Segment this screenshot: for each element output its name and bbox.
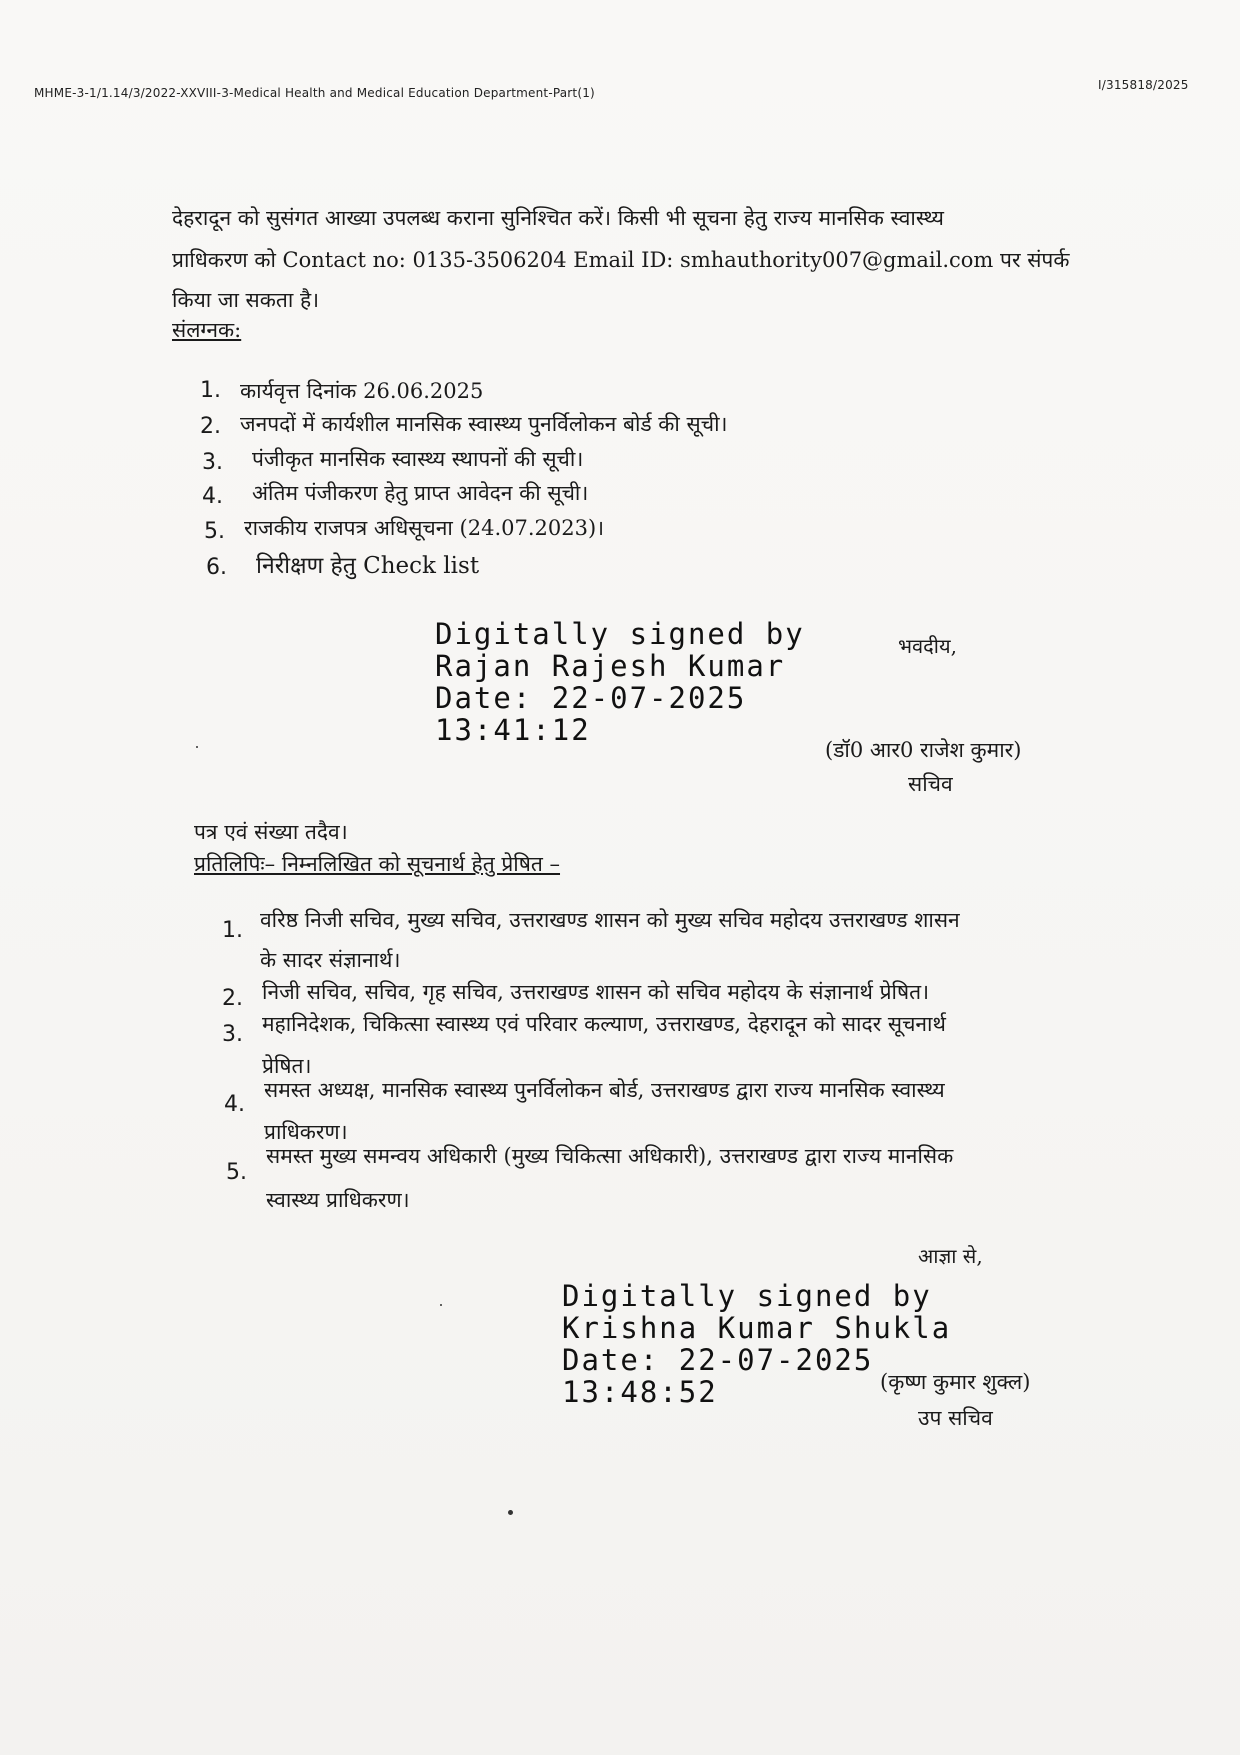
signatory-name: (कृष्ण कुमार शुक्ल)	[880, 1370, 1031, 1394]
enclosure-item: पंजीकृत मानसिक स्वास्थ्य स्थापनों की सूची।	[252, 447, 584, 471]
copy-item-line: निजी सचिव, सचिव, गृह सचिव, उत्तराखण्ड शासन को सचिव महोदय के संज्ञानार्थ प्रेषित।	[262, 980, 930, 1004]
paragraph-line: किया जा सकता है।	[172, 288, 320, 312]
signature-label: Digitally signed by	[562, 1279, 932, 1313]
reference-line: पत्र एवं संख्या तदैव।	[194, 820, 348, 844]
copy-item-line: स्वास्थ्य प्राधिकरण।	[266, 1188, 410, 1212]
paragraph-line: देहरादून को सुसंगत आख्या उपलब्ध कराना सुनिश्चित करें। किसी भी सूचना हेतु राज्य मानसिक स्वास्थ्य	[172, 206, 944, 230]
document-number: I/315818/2025	[1098, 78, 1189, 92]
signature-time: 13:41:12	[435, 713, 591, 747]
enclosures-heading: संलग्नक:	[172, 318, 242, 342]
enclosure-number: 4.	[202, 484, 223, 509]
signatory-name: (डॉ0 आर0 राजेश कुमार)	[825, 738, 1022, 762]
copy-heading: प्रतिलिपिः– निम्नलिखित को सूचनार्थ हेतु प्रेषित –	[194, 852, 561, 876]
signature-date: Date: 22-07-2025	[562, 1343, 874, 1377]
copy-number: 3.	[222, 1022, 243, 1047]
enclosure-item: कार्यवृत्त दिनांक 26.06.2025	[240, 379, 484, 403]
signature-date: Date: 22-07-2025	[435, 681, 747, 715]
enclosure-number: 5.	[204, 519, 225, 544]
closing-salutation: भवदीय,	[898, 634, 957, 658]
paragraph-line: प्राधिकरण को Contact no: 0135-3506204 Email ID: smhauthority007@gmail.com पर संपर्क	[172, 248, 1070, 272]
digital-signature-block	[435, 618, 805, 746]
copy-item-line: समस्त मुख्य समन्वय अधिकारी (मुख्य चिकित्सा अधिकारी), उत्तराखण्ड द्वारा राज्य मानसिक	[266, 1144, 954, 1168]
signer-name: Krishna Kumar Shukla	[562, 1311, 952, 1345]
copy-item-line: प्रेषित।	[262, 1054, 312, 1078]
signature-time: 13:48:52	[562, 1375, 718, 1409]
copy-item-line: वरिष्ठ निजी सचिव, मुख्य सचिव, उत्तराखण्ड शासन को मुख्य सचिव महोदय उत्तराखण्ड शासन	[260, 908, 960, 932]
closing-salutation: आज्ञा से,	[918, 1244, 983, 1268]
copy-item-line: प्राधिकरण।	[264, 1120, 348, 1144]
signatory-designation: सचिव	[908, 772, 953, 796]
enclosure-item: जनपदों में कार्यशील मानसिक स्वास्थ्य पुनर्विलोकन बोर्ड की सूची।	[240, 412, 728, 436]
enclosure-item: अंतिम पंजीकरण हेतु प्राप्त आवेदन की सूची।	[252, 481, 589, 505]
scan-speck	[508, 1510, 513, 1515]
enclosure-number: 6.	[206, 555, 227, 580]
copy-item-line: समस्त अध्यक्ष, मानसिक स्वास्थ्य पुनर्विलोकन बोर्ड, उत्तराखण्ड द्वारा राज्य मानसिक स्वास्थ्य	[264, 1078, 945, 1102]
enclosure-item: राजकीय राजपत्र अधिसूचना (24.07.2023)।	[244, 516, 605, 540]
scan-speck	[440, 1304, 442, 1306]
enclosure-number: 2.	[200, 414, 221, 439]
signer-name: Rajan Rajesh Kumar	[435, 649, 786, 683]
copy-number: 5.	[226, 1160, 247, 1185]
signature-label: Digitally signed by	[435, 617, 805, 651]
enclosure-number: 3.	[202, 450, 223, 475]
file-reference: MHME-3-1/1.14/3/2022-XXVIII-3-Medical Health and Medical Education Department-Part(1)	[34, 86, 595, 100]
copy-number: 2.	[222, 986, 243, 1011]
enclosure-number: 1.	[200, 378, 221, 403]
copy-number: 1.	[222, 918, 243, 943]
copy-number: 4.	[224, 1092, 245, 1117]
copy-item-line: महानिदेशक, चिकित्सा स्वास्थ्य एवं परिवार कल्याण, उत्तराखण्ड, देहरादून को सादर सूचनार्थ	[262, 1012, 946, 1036]
copy-item-line: के सादर संज्ञानार्थ।	[260, 948, 401, 972]
enclosure-item: निरीक्षण हेतु Check list	[256, 553, 480, 579]
signatory-designation: उप सचिव	[918, 1406, 993, 1430]
scan-speck	[196, 746, 198, 748]
